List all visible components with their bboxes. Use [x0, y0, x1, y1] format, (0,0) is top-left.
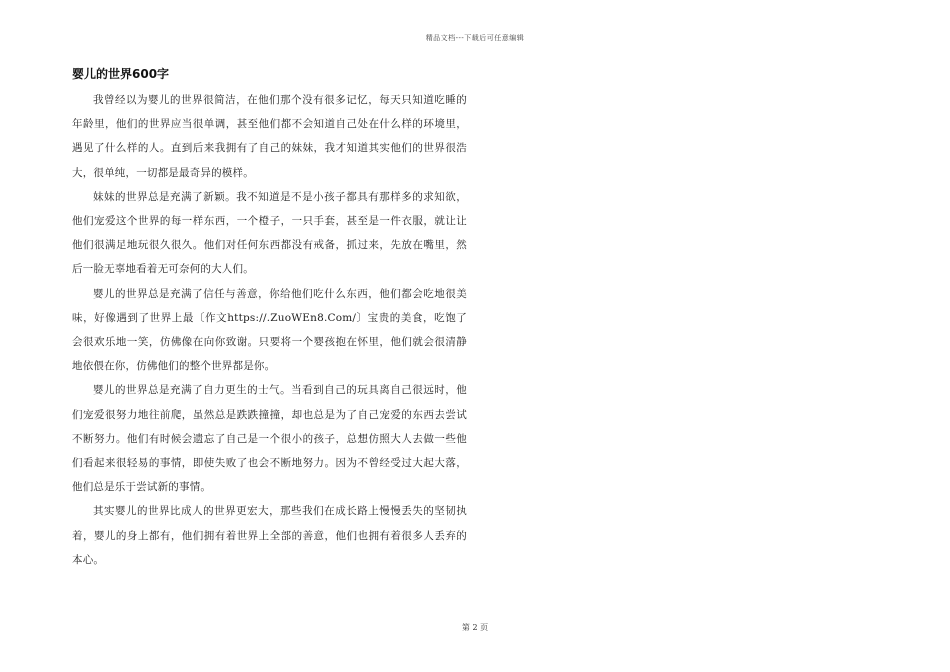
article: [72, 66, 467, 572]
paragraph-3: 婴儿的世界总是充满了信任与善意，你给他们吃什么东西，他们都会吃地很美味，好像遇到了世界上最〔作文https://.ZuoWEn8.Com/〕宝贵的美食，吃饱了会很欢乐地一笑，仿佛像在向你致谢。只要将一个婴孩抱在怀里，他们就会很清静地依偎在你，仿佛他们的整个世界都是你。: [72, 287, 467, 373]
paragraph-4: 婴儿的世界总是充满了自力更生的士气。当看到自己的玩具离自己很远时，他们宠爱很努力地往前爬，虽然总是跌跌撞撞，却也总是为了自己宠爱的东西去尝试不断努力。他们有时候会遗忘了自己是一个很小的孩子，总想仿照大人去做一些他们看起来很轻易的事情，即使失败了也会不断地努力。因为不曾经受过大起大落，他们总是乐于尝试新的事情。: [72, 384, 467, 494]
paragraph-5: 其实婴儿的世界比成人的世界更宏大，那些我们在成长路上慢慢丢失的坚韧执着，婴儿的身上都有，他们拥有着世界上全部的善意，他们也拥有着很多人丢弃的本心。: [72, 505, 467, 566]
paragraph-1: 我曾经以为婴儿的世界很简洁，在他们那个没有很多记忆，每天只知道吃睡的年龄里，他们的世界应当很单调，甚至他们都不会知道自己处在什么样的环境里，遇见了什么样的人。直到后来我拥有了自己的妹妹，我才知道其实他们的世界很浩大，很单纯，一切都是最奇异的模样。: [72, 94, 467, 179]
article-title: 婴儿的世界600字: [72, 67, 170, 81]
page-number: 第 2 页: [461, 623, 489, 632]
paragraph-2: 妹妹的世界总是充满了新颖。我不知道是不是小孩子都具有那样多的求知欲，他们宠爱这个世界的每一样东西，一个橙子，一只手套，甚至是一件衣服，就让让他们很满足地玩很久很久。他们对任何东西都没有戒备，抓过来，先放在嘴里，然后一脸无辜地看着无可奈何的大人们。: [72, 190, 467, 276]
page-header: 精品文档---下载后可任意编辑: [425, 34, 525, 42]
